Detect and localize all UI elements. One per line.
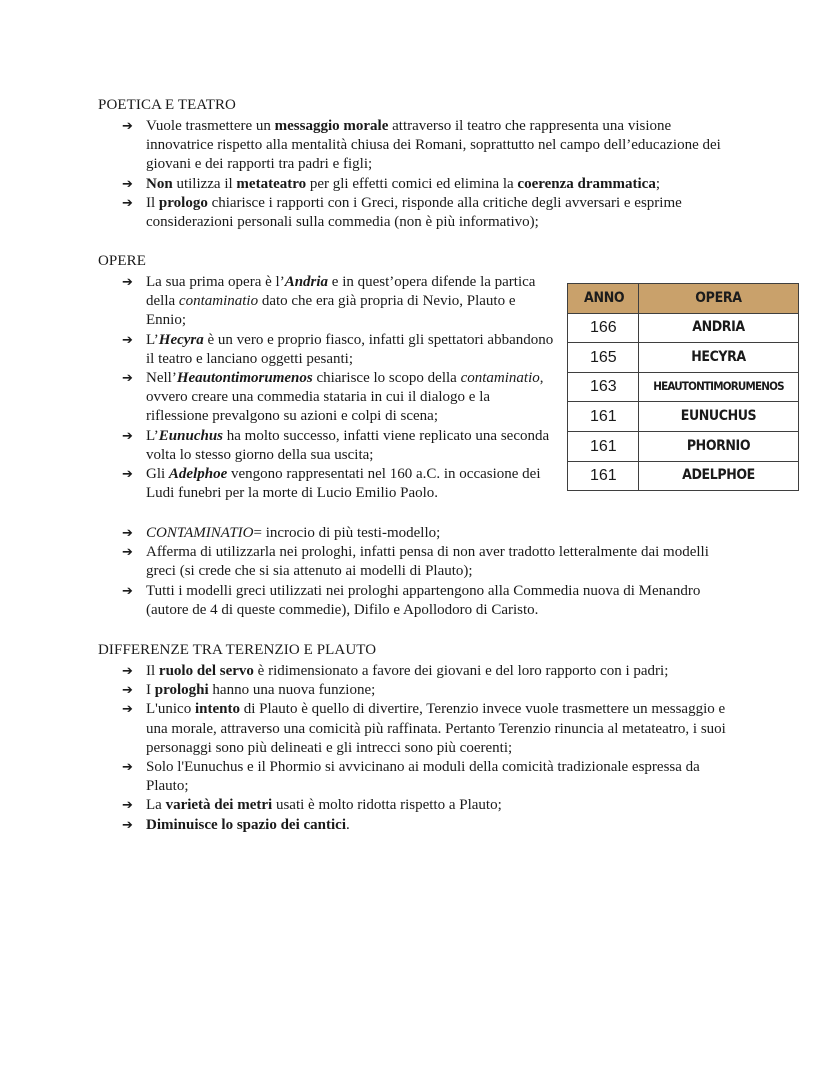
text-run: Afferma di utilizzarla nei prologhi, infatti pensa di non aver tradotto letteralmente dai modelli greci (si crede che si sia attenuto ai modelli di Plauto);	[146, 544, 709, 580]
list-item	[122, 427, 554, 465]
bold-term: metateatro	[236, 175, 307, 192]
arrow-bullet-icon: ➔	[122, 583, 133, 599]
text-run: ;	[655, 175, 661, 192]
section-heading-opere: OPERE	[98, 253, 147, 269]
arrow-bullet-icon: ➔	[122, 683, 133, 699]
list-item	[122, 369, 554, 427]
cell-title: HEAUTONTIMORUMENOS	[639, 372, 799, 402]
arrow-bullet-icon: ➔	[122, 176, 133, 192]
text-run: La	[146, 797, 166, 814]
italic-term: contaminatio	[460, 370, 540, 387]
list-item	[122, 582, 732, 620]
text-run: Il	[146, 194, 159, 211]
text-run: attraverso il teatro che rappresenta una visione innovatrice rispetto alla mentalità chiusa dei Romani, soprattutto nel campo dell’educazione dei giovani e dei rapporti tra padri e figli;	[146, 118, 721, 173]
arrow-bullet-icon: ➔	[122, 526, 133, 541]
arrow-bullet-icon: ➔	[122, 195, 133, 211]
italic-term: contaminatio	[178, 293, 259, 310]
arrow-bullet-icon: ➔	[122, 119, 133, 134]
table-row	[568, 313, 799, 343]
table-row	[568, 372, 799, 402]
table-row	[568, 461, 799, 491]
cell-title: ADELPHOE	[639, 461, 799, 491]
table-row	[568, 402, 799, 432]
bold-term: coerenza drammatica	[517, 175, 656, 192]
cell-title: PHORNIO	[639, 431, 799, 461]
bold-term: prologo	[158, 194, 208, 211]
text-run: hanno una nuova funzione;	[208, 682, 376, 699]
text-run: L'unico	[146, 701, 195, 718]
text-run: utilizza il	[172, 175, 237, 192]
arrow-bullet-icon: ➔	[122, 467, 133, 483]
bold-term: Diminuisce lo spazio dei cantici	[146, 816, 346, 833]
arrow-bullet-icon: ➔	[122, 702, 133, 718]
opere-list	[122, 273, 554, 503]
text-run: chiarisce i rapporti con i Greci, risponde alla critiche degli avversari e esprime considerazioni personali sulla commedia (non è più informativo);	[146, 194, 682, 231]
bold-term: ruolo del servo	[158, 663, 254, 679]
cell-title: HECYRA	[639, 343, 799, 373]
table-header-row	[568, 284, 799, 314]
list-item	[122, 816, 732, 835]
cell-title: EUNUCHUS	[639, 402, 799, 432]
text-run: .	[346, 816, 350, 833]
arrow-bullet-icon: ➔	[122, 760, 133, 776]
list-item	[122, 117, 732, 175]
differenze-list	[122, 662, 732, 835]
list-item	[122, 194, 732, 232]
arrow-bullet-icon: ➔	[122, 275, 133, 290]
arrow-bullet-icon: ➔	[122, 332, 133, 348]
arrow-bullet-icon: ➔	[122, 664, 133, 679]
bold-term: Non	[146, 175, 173, 192]
text-run: L’	[146, 331, 159, 348]
section-heading-poetica: POETICA E TEATRO	[98, 97, 236, 113]
arrow-bullet-icon: ➔	[122, 798, 133, 814]
list-item	[122, 758, 732, 796]
table-row	[568, 343, 799, 373]
work-title: Adelphoe	[168, 466, 228, 483]
italic-term: CONTAMINATIO	[146, 525, 254, 541]
cell-year: 161	[568, 461, 639, 491]
cell-title: ANDRIA	[639, 313, 799, 343]
cell-year: 166	[568, 313, 639, 343]
column-header-anno: ANNO	[568, 284, 639, 314]
list-item	[122, 524, 732, 543]
text-run: chiarisce lo scopo della	[312, 370, 461, 387]
column-header-opera: OPERA	[639, 284, 799, 314]
text-run: usati è molto ridotta rispetto a Plauto;	[272, 797, 502, 814]
list-item	[122, 681, 732, 700]
section-heading-differenze: DIFFERENZE TRA TERENZIO E PLAUTO	[98, 642, 377, 658]
text-run: è un vero e proprio fiasco, infatti gli spettatori abbandono il teatro e lanciano oggetti pesanti;	[146, 331, 554, 367]
text-run: di Plauto è quello di divertire, Terenzio invece vuole trasmettere un messaggio e una morale, attraverso una comicità più raffinata. Pertanto Terenzio rinuncia al metateatro, i suoi personaggi sono più delineati e gli intrecci sono più coerenti;	[146, 701, 726, 756]
bold-term: prologhi	[154, 682, 209, 699]
text-run: = incrocio di più testi-modello;	[253, 525, 441, 541]
list-item	[122, 331, 554, 369]
arrow-bullet-icon: ➔	[122, 817, 133, 833]
work-title: Hecyra	[158, 331, 204, 348]
bold-term: messaggio morale	[274, 118, 389, 134]
cell-year: 163	[568, 372, 639, 402]
arrow-bullet-icon: ➔	[122, 371, 133, 387]
list-item	[122, 465, 554, 503]
works-table	[567, 283, 799, 491]
text-run: Il	[146, 663, 159, 679]
table-row	[568, 431, 799, 461]
text-run: per gli effetti comici ed elimina la	[306, 175, 518, 192]
bold-term: varietà dei metri	[165, 797, 273, 814]
text-run: Gli	[146, 466, 169, 483]
list-item	[122, 273, 554, 331]
work-title: Heautontimorumenos	[176, 370, 313, 387]
list-item	[122, 662, 732, 681]
work-title: Andria	[284, 274, 329, 290]
list-item	[122, 796, 732, 815]
bold-term: intento	[194, 701, 240, 718]
text-run: I	[146, 682, 155, 699]
contaminatio-list	[122, 524, 732, 620]
arrow-bullet-icon: ➔	[122, 545, 133, 561]
cell-year: 161	[568, 431, 639, 461]
list-item	[122, 700, 732, 758]
arrow-bullet-icon: ➔	[122, 428, 133, 444]
text-run: vengono rappresentati nel 160 a.C. in occasione dei Ludi funebri per la morte di Lucio Emilio Paolo.	[146, 466, 541, 502]
text-run: La sua prima opera è l’	[146, 274, 285, 290]
text-run: Nell’	[146, 370, 177, 387]
text-run: dato che era già propria di Nevio, Plauto e Ennio;	[146, 293, 516, 329]
text-run: e in quest’opera difende la partica della	[146, 274, 536, 310]
text-run: L’	[146, 427, 159, 444]
text-run: Vuole trasmettere un	[146, 118, 275, 134]
poetica-list	[122, 117, 732, 232]
text-run: Tutti i modelli greci utilizzati nei prologhi appartengono alla Commedia nuova di Menandro (autore de 4 di queste commedie), Difilo e Apollodoro di Caristo.	[146, 582, 701, 618]
work-title: Eunuchus	[158, 427, 223, 444]
cell-year: 165	[568, 343, 639, 373]
text-run: , ovvero creare una commedia stataria in cui il dialogo e la riflessione prevalgono su azioni e colpi di scena;	[146, 370, 544, 425]
text-run: ha molto successo, infatti viene replicato una seconda volta lo stesso giorno della sua uscita;	[146, 427, 550, 463]
text-run: è ridimensionato a favore dei giovani e del loro rapporto con i padri;	[253, 663, 669, 679]
list-item	[122, 543, 732, 581]
text-run: Solo l'Eunuchus e il Phormio si avvicinano ai moduli della comicità tradizionale espressa da Plauto;	[146, 759, 700, 795]
cell-year: 161	[568, 402, 639, 432]
list-item	[122, 175, 732, 194]
